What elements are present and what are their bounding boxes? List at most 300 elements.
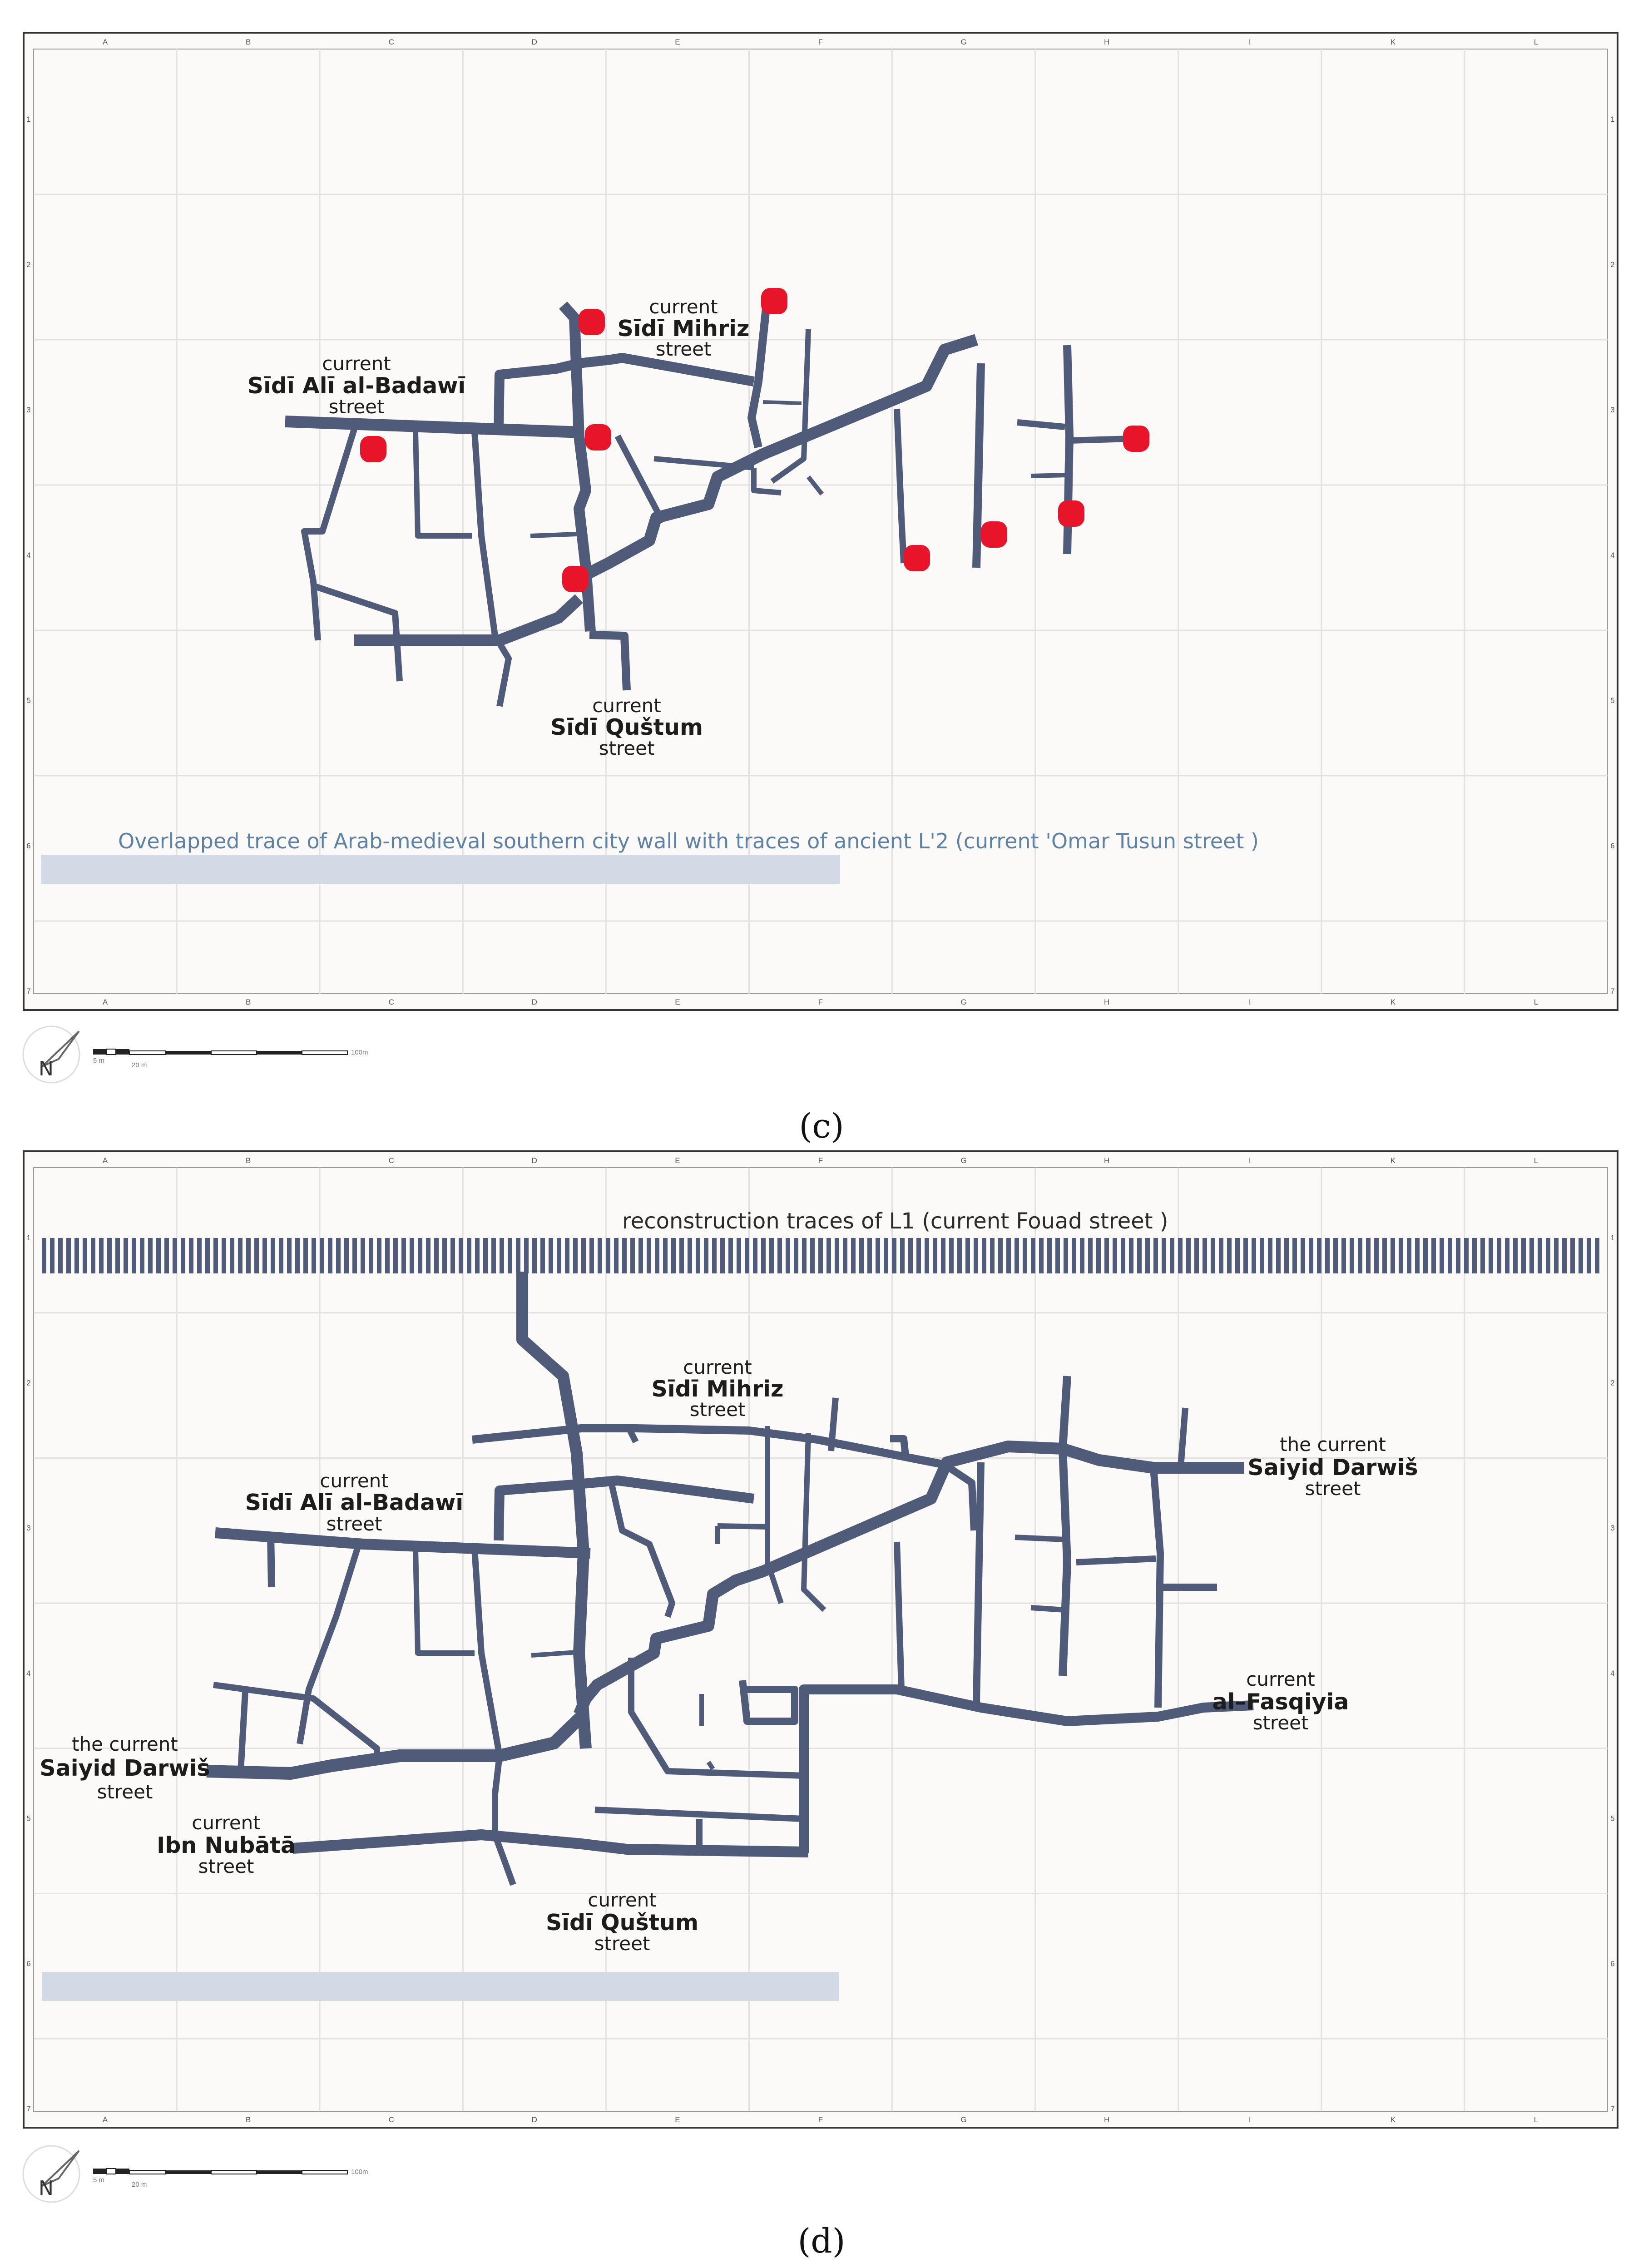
label-darwis-east-name: Saiyid Darwiš	[1247, 1455, 1418, 1481]
l1-hatch-stroke	[344, 1238, 349, 1273]
l1-hatch-stroke	[786, 1238, 790, 1273]
l1-hatch-stroke	[843, 1238, 847, 1273]
l1-hatch-stroke	[884, 1238, 888, 1273]
label-qustum-prefix: current	[588, 1889, 657, 1911]
l1-hatch-stroke	[1260, 1238, 1264, 1273]
l1-hatch-stroke	[720, 1238, 725, 1273]
grid-row-label: 5	[26, 1814, 31, 1823]
l1-hatch-stroke	[769, 1238, 774, 1273]
l1-hatch-stroke	[164, 1238, 169, 1273]
l1-hatch-stroke	[83, 1238, 87, 1273]
l1-hatch-stroke	[434, 1238, 439, 1273]
street-segment	[831, 1398, 836, 1451]
l1-hatch-stroke	[1178, 1238, 1183, 1273]
grid-col-label: C	[388, 38, 394, 46]
grid-row-label: 4	[1610, 551, 1615, 560]
grid-col-label: L	[1534, 1156, 1539, 1165]
l1-hatch-stroke	[1505, 1238, 1509, 1273]
l1-hatch-stroke	[91, 1238, 95, 1273]
l1-hatch-stroke	[1219, 1238, 1223, 1273]
l1-hatch-stroke	[74, 1238, 79, 1273]
l1-hatch-stroke	[867, 1238, 872, 1273]
l1-hatch-stroke	[377, 1238, 381, 1273]
panel-d	[24, 1151, 1618, 2128]
l1-hatch-stroke	[1464, 1238, 1469, 1273]
l1-hatch-stroke	[287, 1238, 292, 1273]
grid-col-label: K	[1390, 998, 1396, 1006]
l1-hatch-stroke	[1529, 1238, 1534, 1273]
l1-hatch-stroke	[990, 1238, 995, 1273]
l1-hatch-stroke	[1104, 1238, 1109, 1273]
l1-hatch-stroke	[573, 1238, 578, 1273]
street-segment	[976, 363, 981, 568]
scale-tick-end: 100m	[351, 1049, 368, 1056]
l1-hatch-stroke	[957, 1238, 962, 1273]
l1-hatch-stroke	[1374, 1238, 1379, 1273]
l1-hatch-stroke	[1595, 1238, 1599, 1273]
grid-row-label: 6	[26, 842, 31, 850]
marker-point	[585, 424, 611, 451]
grid-row-label: 5	[26, 696, 31, 705]
scale-tick-mid: 20 m	[132, 2181, 147, 2189]
l1-hatch-stroke	[941, 1238, 945, 1273]
l1-hatch-stroke	[312, 1238, 316, 1273]
grid-col-label: K	[1390, 38, 1396, 46]
l1-hatch-stroke	[1292, 1238, 1297, 1273]
l1-hatch-stroke	[369, 1238, 373, 1273]
l1-hatch-stroke	[1145, 1238, 1150, 1273]
l1-hatch-stroke	[295, 1238, 300, 1273]
l1-hatch-stroke	[230, 1238, 234, 1273]
l1-hatch-stroke	[794, 1238, 798, 1273]
label-darwis-east-prefix: the current	[1280, 1433, 1386, 1456]
label-badawi-suffix: street	[328, 396, 385, 418]
scale-bar-segment	[302, 1051, 347, 1055]
label-qustum-prefix: current	[592, 694, 661, 717]
l1-hatch-stroke	[728, 1238, 733, 1273]
panel-c	[24, 33, 1618, 1010]
street-segment	[718, 1526, 767, 1527]
l1-hatch-stroke	[1366, 1238, 1371, 1273]
l1-hatch-stroke	[965, 1238, 970, 1273]
l1-hatch-stroke	[908, 1238, 913, 1273]
l1-hatch-stroke	[205, 1238, 210, 1273]
street-segment	[763, 402, 802, 403]
street-segment	[241, 1692, 245, 1771]
l1-hatch-stroke	[1121, 1238, 1125, 1273]
l1-hatch-stroke	[328, 1238, 332, 1273]
l1-hatch-stroke	[1284, 1238, 1289, 1273]
l1-hatch-stroke	[442, 1238, 447, 1273]
grid-col-label: D	[531, 998, 537, 1006]
l1-hatch-stroke	[614, 1238, 619, 1273]
label-darwis-west-prefix: the current	[72, 1733, 178, 1755]
l1-hatch-stroke	[1096, 1238, 1101, 1273]
l1-hatch-stroke	[826, 1238, 831, 1273]
l1-hatch-stroke	[467, 1238, 471, 1273]
grid-col-label: A	[102, 1156, 108, 1165]
grid-col-label: B	[245, 1156, 251, 1165]
l1-hatch-stroke	[516, 1238, 520, 1273]
label-qustum-suffix: street	[599, 737, 655, 759]
grid-col-label: I	[1248, 998, 1251, 1006]
l1-hatch-stroke	[622, 1238, 627, 1273]
l1-hatch-stroke	[1301, 1238, 1305, 1273]
l1-hatch-stroke	[1276, 1238, 1281, 1273]
l1-hatch-stroke	[1162, 1238, 1166, 1273]
compass-letter: N	[39, 1057, 54, 1080]
grid-col-label: C	[388, 2115, 394, 2124]
l1-hatch-stroke	[303, 1238, 308, 1273]
l1-hatch-stroke	[549, 1238, 553, 1273]
l1-hatch-stroke	[66, 1238, 71, 1273]
l1-hatch-stroke	[42, 1238, 46, 1273]
l1-hatch-stroke	[1350, 1238, 1354, 1273]
l1-hatch-stroke	[916, 1238, 921, 1273]
label-badawi-name: Sīdī Alī al-Badawī	[247, 373, 466, 399]
grid-col-label: C	[388, 998, 394, 1006]
grid-row-label: 6	[26, 1959, 31, 1968]
l1-hatch-stroke	[835, 1238, 839, 1273]
label-mihriz-suffix: street	[689, 1398, 746, 1421]
l1-hatch-stroke	[1521, 1238, 1526, 1273]
l1-hatch-stroke	[238, 1238, 242, 1273]
l1-hatch-stroke	[1333, 1238, 1338, 1273]
l1-hatch-stroke	[1006, 1238, 1011, 1273]
l1-hatch-stroke	[761, 1238, 766, 1273]
grid-row-label: 1	[1610, 115, 1615, 124]
grid-col-label: A	[102, 38, 108, 46]
l1-hatch-stroke	[262, 1238, 267, 1273]
grid-row-label: 1	[1610, 1233, 1615, 1242]
l1-hatch-stroke	[401, 1238, 406, 1273]
grid-row-label: 3	[26, 1524, 31, 1533]
l1-hatch-stroke	[1211, 1238, 1215, 1273]
l1-hatch-stroke	[1448, 1238, 1452, 1273]
l1-hatch-stroke	[688, 1238, 692, 1273]
grid-col-label: L	[1534, 998, 1539, 1006]
grid-col-label: G	[960, 38, 967, 46]
l1-hatch-stroke	[1570, 1238, 1575, 1273]
l1-hatch-stroke	[1080, 1238, 1084, 1273]
l1-hatch-stroke	[115, 1238, 120, 1273]
l1-hatch-stroke	[1456, 1238, 1460, 1273]
l1-hatch-stroke	[565, 1238, 569, 1273]
l1-hatch-stroke	[320, 1238, 324, 1273]
marker-point	[1123, 426, 1149, 452]
grid-col-label: B	[245, 2115, 251, 2124]
grid-col-label: L	[1534, 2115, 1539, 2124]
grid-col-label: F	[818, 38, 823, 46]
street-segment	[1069, 439, 1131, 441]
l1-hatch-stroke	[352, 1238, 357, 1273]
marker-point	[562, 566, 589, 592]
marker-point	[360, 436, 386, 462]
label-badawi-prefix: current	[322, 352, 391, 375]
l1-hatch-stroke	[532, 1238, 537, 1273]
label-badawi-name: Sīdī Alī al-Badawī	[245, 1490, 464, 1515]
l1-hatch-stroke	[925, 1238, 929, 1273]
grid-col-label: E	[675, 998, 680, 1006]
l1-hatch-stroke	[393, 1238, 398, 1273]
l1-hatch-stroke	[197, 1238, 202, 1273]
street-segment	[1031, 1608, 1065, 1610]
label-nubata-name: Ibn Nubātā	[157, 1832, 296, 1858]
l1-hatch-stroke	[1546, 1238, 1550, 1273]
grid-row-label: 7	[1610, 987, 1615, 995]
label-mihriz-prefix: current	[683, 1356, 752, 1378]
scale-bar-segment	[211, 2170, 257, 2174]
l1-hatch-stroke	[1039, 1238, 1044, 1273]
scale-bar-segment	[129, 1051, 166, 1055]
l1-hatch-stroke	[508, 1238, 512, 1273]
street-segment	[897, 1542, 901, 1689]
scale-tick-small: 5 m	[93, 1057, 105, 1065]
grid-row-label: 6	[1610, 1959, 1615, 1968]
grid-col-label: H	[1104, 38, 1110, 46]
l1-note: reconstruction traces of L1 (current Fouad street )	[622, 1208, 1168, 1234]
l1-hatch-stroke	[173, 1238, 177, 1273]
l1-hatch-stroke	[1203, 1238, 1207, 1273]
label-mihriz-name: Sīdī Mihriz	[651, 1376, 784, 1402]
l1-hatch-stroke	[818, 1238, 823, 1273]
l1-hatch-stroke	[606, 1238, 610, 1273]
l1-hatch-stroke	[107, 1238, 112, 1273]
label-mihriz-prefix: current	[649, 296, 718, 318]
l1-hatch-stroke	[712, 1238, 717, 1273]
grid-col-label: D	[531, 2115, 537, 2124]
caption-c: (c)	[799, 1107, 844, 1146]
grid-col-label: A	[102, 998, 108, 1006]
l1-hatch-stroke	[50, 1238, 54, 1273]
grid-col-label: H	[1104, 1156, 1110, 1165]
l1-hatch-stroke	[638, 1238, 643, 1273]
grid-row-label: 2	[1610, 1378, 1615, 1387]
label-fasqiyia-name: al–Fasqiyia	[1212, 1689, 1349, 1715]
panel-c-legend	[23, 1026, 368, 1083]
l1-hatch-stroke	[1358, 1238, 1362, 1273]
l1-hatch-stroke	[124, 1238, 128, 1273]
l1-hatch-stroke	[540, 1238, 545, 1273]
scale-bar-segment	[257, 2170, 302, 2174]
l1-hatch-stroke	[802, 1238, 807, 1273]
l1-hatch-stroke	[279, 1238, 283, 1273]
l1-hatch-stroke	[581, 1238, 586, 1273]
l1-hatch-stroke	[483, 1238, 488, 1273]
l1-hatch-stroke	[1440, 1238, 1444, 1273]
label-fasqiyia-suffix: street	[1252, 1712, 1309, 1734]
l1-hatch-stroke	[810, 1238, 815, 1273]
l1-hatch-stroke	[189, 1238, 193, 1273]
grid-row-label: 3	[26, 406, 31, 414]
l1-hatch-stroke	[410, 1238, 414, 1273]
l1-hatch-stroke	[246, 1238, 251, 1273]
l1-hatch-stroke	[385, 1238, 390, 1273]
l1-hatch-stroke	[1186, 1238, 1191, 1273]
grid-col-label: K	[1390, 1156, 1396, 1165]
street-segment	[1181, 1408, 1185, 1467]
grid-col-label: B	[245, 38, 251, 46]
grid-row-label: 2	[1610, 260, 1615, 269]
l1-hatch-stroke	[132, 1238, 136, 1273]
street-segment	[1031, 475, 1067, 476]
l1-hatch-stroke	[1587, 1238, 1591, 1273]
grid-row-label: 3	[1610, 1524, 1615, 1533]
l1-hatch-stroke	[271, 1238, 275, 1273]
label-fasqiyia-prefix: current	[1246, 1668, 1315, 1690]
l1-hatch-stroke	[753, 1238, 757, 1273]
l1-hatch-stroke	[598, 1238, 602, 1273]
l1-hatch-stroke	[892, 1238, 896, 1273]
compass-letter: N	[39, 2177, 54, 2200]
marker-point	[761, 288, 787, 314]
panel-d-legend	[23, 2146, 368, 2202]
street-segment	[531, 1652, 577, 1655]
grid-col-label: H	[1104, 998, 1110, 1006]
l1-hatch-stroke	[1562, 1238, 1567, 1273]
grid-col-label: H	[1104, 2115, 1110, 2124]
l1-hatch-stroke	[557, 1238, 561, 1273]
l1-hatch-stroke	[647, 1238, 651, 1273]
scale-bar-segment	[129, 2170, 166, 2174]
l1-hatch-stroke	[1268, 1238, 1272, 1273]
l1-hatch-stroke	[1047, 1238, 1052, 1273]
l1-hatch-stroke	[1113, 1238, 1117, 1273]
l1-hatch-stroke	[671, 1238, 676, 1273]
caption-d: (d)	[797, 2222, 846, 2261]
label-mihriz-suffix: street	[655, 338, 712, 360]
l1-hatch-stroke	[1538, 1238, 1542, 1273]
l1-hatch-stroke	[949, 1238, 954, 1273]
l1-hatch-stroke	[181, 1238, 185, 1273]
l1-hatch-stroke	[99, 1238, 104, 1273]
scale-tick-mid: 20 m	[132, 1061, 147, 1069]
grid-col-label: I	[1248, 2115, 1251, 2124]
grid-col-label: G	[960, 998, 967, 1006]
l1-hatch-stroke	[696, 1238, 700, 1273]
label-darwis-east-suffix: street	[1305, 1477, 1361, 1500]
scale-bar-segment	[116, 2169, 129, 2174]
scale-bar-segment	[211, 1051, 257, 1055]
label-qustum-suffix: street	[594, 1932, 650, 1955]
label-badawi-prefix: current	[320, 1470, 389, 1492]
l1-hatch-stroke	[1129, 1238, 1133, 1273]
grid-col-label: B	[245, 998, 251, 1006]
l1-hatch-stroke	[1423, 1238, 1428, 1273]
grid-row-label: 4	[1610, 1669, 1615, 1678]
grid-row-label: 7	[26, 987, 31, 995]
label-qustum-name: Sīdī Quštum	[550, 714, 703, 740]
l1-hatch-stroke	[679, 1238, 684, 1273]
street-segment	[530, 534, 577, 536]
scale-bar-segment	[302, 2170, 347, 2174]
grid-col-label: E	[675, 38, 680, 46]
label-darwis-west-suffix: street	[97, 1781, 153, 1803]
l1-hatch-stroke	[900, 1238, 905, 1273]
l1-hatch-stroke	[933, 1238, 937, 1273]
l1-hatch-stroke	[1489, 1238, 1493, 1273]
marker-point	[1058, 500, 1084, 527]
grid-row-label: 4	[26, 551, 31, 560]
label-nubata-prefix: current	[192, 1812, 261, 1834]
grid-col-label: D	[531, 38, 537, 46]
l1-hatch-stroke	[459, 1238, 463, 1273]
l1-hatch-stroke	[859, 1238, 864, 1273]
l1-hatch-stroke	[1309, 1238, 1313, 1273]
grid-col-label: K	[1390, 2115, 1396, 2124]
street-segment	[1015, 1537, 1065, 1540]
l1-hatch-stroke	[450, 1238, 455, 1273]
wall-note: Overlapped trace of Arab-medieval southern city wall with traces of ancient L'2 (current 'Omar Tusun street )	[118, 829, 1259, 853]
grid-row-label: 6	[1610, 842, 1615, 850]
l1-hatch-stroke	[1088, 1238, 1093, 1273]
scale-bar-segment	[166, 1051, 211, 1055]
l1-hatch-stroke	[524, 1238, 529, 1273]
l1-hatch-stroke	[361, 1238, 365, 1273]
l1-hatch-stroke	[1382, 1238, 1387, 1273]
grid-row-label: 2	[26, 1378, 31, 1387]
marker-point	[904, 545, 930, 571]
grid-row-label: 1	[26, 115, 31, 124]
l1-hatch-stroke	[140, 1238, 144, 1273]
scale-bar-segment	[116, 1049, 129, 1055]
l1-hatch-stroke	[148, 1238, 153, 1273]
l1-hatch-stroke	[1235, 1238, 1240, 1273]
grid-col-label: I	[1248, 38, 1251, 46]
l1-hatch-stroke	[1554, 1238, 1559, 1273]
grid-col-label: A	[102, 2115, 108, 2124]
l1-hatch-stroke	[1072, 1238, 1076, 1273]
l1-hatch-stroke	[1015, 1238, 1019, 1273]
grid-row-label: 3	[1610, 406, 1615, 414]
grid-col-label: I	[1248, 1156, 1251, 1165]
l1-hatch-stroke	[336, 1238, 341, 1273]
l1-hatch-stroke	[777, 1238, 782, 1273]
l1-hatch-stroke	[1399, 1238, 1403, 1273]
l1-hatch-stroke	[1252, 1238, 1256, 1273]
l1-hatch-stroke	[213, 1238, 218, 1273]
l1-hatch-stroke	[1415, 1238, 1420, 1273]
grid-col-label: G	[960, 1156, 967, 1165]
l1-hatch-stroke	[1170, 1238, 1174, 1273]
city-wall-band	[42, 1972, 839, 2001]
label-badawi-suffix: street	[326, 1513, 382, 1535]
street-segment	[1076, 1559, 1156, 1562]
l1-hatch-stroke	[1341, 1238, 1346, 1273]
l1-hatch-stroke	[974, 1238, 978, 1273]
l1-hatch-stroke	[1227, 1238, 1232, 1273]
marker-point	[981, 521, 1007, 548]
l1-hatch-stroke	[1472, 1238, 1477, 1273]
l1-hatch-stroke	[1023, 1238, 1027, 1273]
l1-hatch-stroke	[655, 1238, 659, 1273]
l1-hatch-stroke	[876, 1238, 880, 1273]
l1-hatch-stroke	[737, 1238, 741, 1273]
l1-hatch-stroke	[1579, 1238, 1583, 1273]
l1-hatch-stroke	[1243, 1238, 1248, 1273]
l1-hatch-stroke	[1480, 1238, 1485, 1273]
label-nubata-suffix: street	[198, 1855, 254, 1877]
street-segment	[1063, 1376, 1067, 1676]
l1-hatch-stroke	[745, 1238, 749, 1273]
l1-hatch-stroke	[589, 1238, 594, 1273]
l1-hatch-stroke	[418, 1238, 422, 1273]
l1-hatch-stroke	[1497, 1238, 1501, 1273]
label-mihriz-name: Sīdī Mihriz	[617, 316, 750, 342]
scale-bar-segment	[166, 2170, 211, 2174]
l1-hatch-stroke	[851, 1238, 856, 1273]
l1-hatch-stroke	[475, 1238, 480, 1273]
